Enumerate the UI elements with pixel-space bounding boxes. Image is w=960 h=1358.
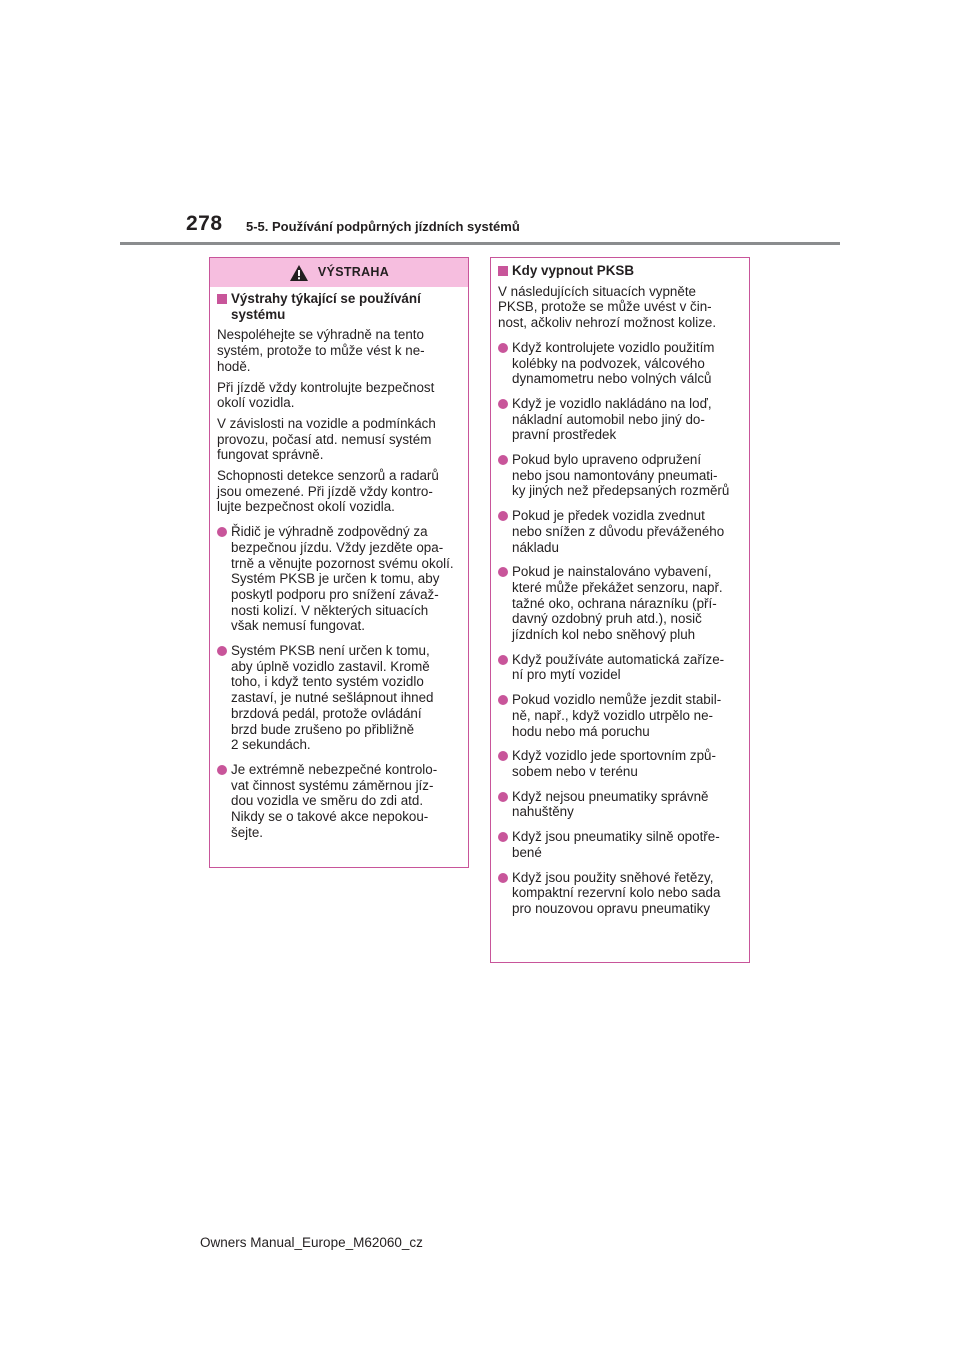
warning-heading-text: Výstrahy týkající se používání systému xyxy=(231,291,421,322)
pksb-off-list-item xyxy=(498,870,740,917)
circle-bullet-icon xyxy=(498,655,508,665)
page-number: 278 xyxy=(186,212,223,235)
warning-paragraph: Schopnosti detekce senzorů a radarů jsou omezené. Při jízdě vždy kontro- lujte bezpečnost okolí vozidla. xyxy=(217,468,439,515)
pksb-off-list-item-text: Když je vozidlo nakládáno na loď, nákladní automobil nebo jiný do- pravní prostředek xyxy=(512,395,712,443)
pksb-off-body xyxy=(491,258,749,923)
warning-list-item xyxy=(217,762,459,841)
pksb-off-list-item-text: Pokud je předek vozidla zvednut nebo snížen z důvodu převáženého nákladu xyxy=(512,508,725,555)
pksb-off-list-item xyxy=(498,564,740,643)
circle-bullet-icon xyxy=(217,646,227,656)
circle-bullet-icon xyxy=(498,343,508,353)
circle-bullet-icon xyxy=(217,765,227,775)
pksb-off-list-item-text: Pokud je nainstalováno vybavení, které může překážet senzoru, např. tažné oko, ochrana nárazníku (pří- davný ozdobný pruh atd.), nosič jízdních kol nebo sněhový pluh xyxy=(512,564,723,643)
circle-bullet-icon xyxy=(217,527,227,537)
warning-triangle-icon xyxy=(289,264,309,282)
warning-heading xyxy=(217,291,459,322)
pksb-off-list-item-text: Když jsou pneumatiky silně opotře- bené xyxy=(512,829,720,860)
circle-bullet-icon xyxy=(498,832,508,842)
pksb-off-list-item-text: Když vozidlo jede sportovním způ- sobem nebo v terénu xyxy=(512,748,716,779)
warning-list-item-text: Řidič je výhradně zodpovědný za bezpečnou jízdu. Vždy jezděte opa- trně a věnujte pozornost svému okolí. Systém PKSB je určen k tomu, aby poskytl podporu pro snížení závaž- nosti kolizí. V některých situacích však nemusí fungovat. xyxy=(231,524,454,634)
warning-header xyxy=(210,258,468,287)
pksb-off-list-item-text: Pokud bylo upraveno odpružení nebo jsou namontovány pneumati- ky jiných než předepsaných rozměrů xyxy=(512,452,730,499)
warning-list-item-text: Je extrémně nebezpečné kontrolo- vat činnost systému záměrnou jíz- dou vozidla ve směru do zdi atd. Nikdy se o takové akce nepokou- šejte. xyxy=(231,761,438,840)
section-title: 5-5. Používání podpůrných jízdních systémů xyxy=(246,219,520,234)
circle-bullet-icon xyxy=(498,399,508,409)
circle-bullet-icon xyxy=(498,567,508,577)
pksb-off-list-item xyxy=(498,692,740,739)
pksb-off-list-item-text: Když používáte automatická zaříze- ní pro mytí vozidel xyxy=(512,651,725,683)
warning-body xyxy=(210,287,468,847)
pksb-off-list-item xyxy=(498,748,740,779)
pksb-off-list-item-text: Když nejsou pneumatiky správně nahuštěny xyxy=(512,788,709,820)
warning-paragraph: V závislosti na vozidle a podmínkách provozu, počasí atd. nemusí systém fungovat správně. xyxy=(217,415,436,463)
circle-bullet-icon xyxy=(498,695,508,705)
pksb-off-list-item-text: Když kontrolujete vozidlo použitím kolébky na podvozek, válcového dynamometru nebo volných válců xyxy=(512,339,715,387)
warning-list-item xyxy=(217,524,459,634)
pksb-off-list-item xyxy=(498,829,740,860)
pksb-off-list-item-text: Když jsou použity sněhové řetězy, kompaktní rezervní kolo nebo sada pro nouzovou opravu pneumatiky xyxy=(512,869,721,916)
warning-list-item-text: Systém PKSB není určen k tomu, aby úplně vozidlo zastavil. Kromě toho, i když tento systém vozidlo zastaví, je nutné sešlápnout ihned brzdová pedál, protože ovládání brzd bude zrušeno po přibližně 2 sekundách. xyxy=(231,643,434,753)
circle-bullet-icon xyxy=(498,511,508,521)
pksb-off-intro: V následujících situacích vypněte PKSB, protože se může uvést v čin- nost, ačkoliv nehrozí možnost kolize. xyxy=(498,283,717,331)
pksb-off-box xyxy=(490,257,750,963)
circle-bullet-icon xyxy=(498,455,508,465)
footer-manual-id: Owners Manual_Europe_M62060_cz xyxy=(200,1235,423,1250)
warning-paragraph: Nespoléhejte se výhradně na tento systém, protože to může vést k ne- hodě. xyxy=(217,327,425,374)
circle-bullet-icon xyxy=(498,792,508,802)
header-divider xyxy=(120,242,840,245)
circle-bullet-icon xyxy=(498,873,508,883)
pksb-off-list-item-text: Pokud vozidlo nemůže jezdit stabil- ně, např., když vozidlo utrpělo ne- hodu nebo má poruchu xyxy=(512,692,722,739)
pksb-off-list-item xyxy=(498,396,740,443)
square-bullet-icon xyxy=(217,294,227,304)
pksb-off-list-item xyxy=(498,652,740,683)
warning-list-item xyxy=(217,643,459,753)
pksb-off-list-item xyxy=(498,340,740,387)
warning-paragraph: Při jízdě vždy kontrolujte bezpečnost okolí vozidla. xyxy=(217,379,435,411)
warning-title: VÝSTRAHA xyxy=(317,264,390,279)
pksb-off-list-item xyxy=(498,452,740,499)
pksb-off-heading xyxy=(498,263,740,279)
pksb-off-list-item xyxy=(498,508,740,555)
circle-bullet-icon xyxy=(498,751,508,761)
warning-box xyxy=(209,257,469,868)
square-bullet-icon xyxy=(498,266,508,276)
pksb-off-heading-text: Kdy vypnout PKSB xyxy=(512,263,635,278)
pksb-off-list-item xyxy=(498,789,740,820)
